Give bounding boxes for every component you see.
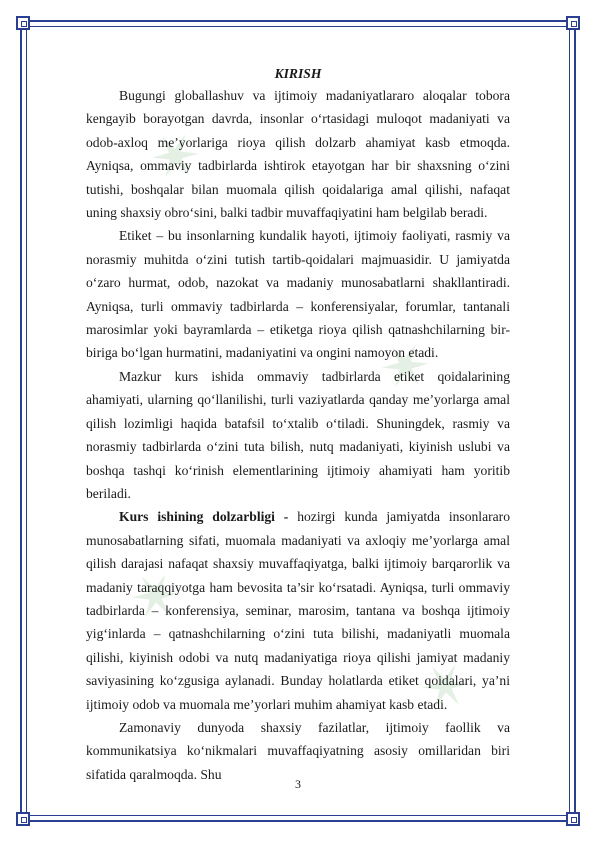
corner-ornament-top-right — [566, 16, 580, 30]
paragraph-2-text: Etiket – bu insonlarning kundalik hayoti, ijtimoiy faoliyati, rasmiy va norasmiy muhitda o‘zini tutish tartib-qoidalari majmuasidir. U jamiyatda o‘zaro hurmat, odob, nazokat va madaniy munosabatlarni shakllantiradi. Ayniqsa, turli ommaviy tadbirlarda – konferensiyalar, forumlar, tantanali marosimlar yoki bayramlarda – etiketga rioya qilish qatnashchilarning bir-biriga bo‘lgan hurmatini, madaniyatini va ongini namoyon etadi. — [86, 228, 510, 361]
paragraph-1 — [86, 84, 510, 224]
corner-ornament-bottom-left — [16, 812, 30, 826]
paragraph-4 — [86, 505, 510, 716]
document-body — [86, 64, 510, 786]
paragraph-5-text: Zamonaviy dunyoda shaxsiy fazilatlar, ijtimoiy faollik va kommunikatsiya ko‘nikmalari muvaffaqiyatning asosiy omillaridan biri sifatida qaralmoqda. Shu — [86, 719, 510, 782]
watermark-logo: ✶ — [403, 641, 489, 732]
paragraph-4-bold-lead: Kurs ishining dolzarbligi - — [119, 509, 289, 525]
watermark-logo: ✶ — [113, 551, 199, 642]
paragraph-3-text: Mazkur kurs ishida ommaviy tadbirlarda etiket qoidalarining ahamiyati, ularning qo‘llanilishi, turli vaziyatlarda qanday me’yorlarga amal qilish lozimligi haqida batafsil to‘xtalib o‘tiladi. Shuningdek, rasmiy va norasmiy tadbirlarda o‘zini tuta bilish, nutq madaniyati, kiyinish uslubi va boshqa tashqi ko‘rinish elementlarining ijtimoiy ahamiyati ham yoritib beriladi. — [86, 368, 510, 501]
paragraph-2 — [86, 224, 510, 364]
page-number: 3 — [295, 777, 301, 791]
corner-ornament-bottom-right — [566, 812, 580, 826]
paragraph-1-text: Bugungi globallashuv va ijtimoiy madaniyatlararo aloqalar tobora kengayib borayotgan davrda, insonlar o‘rtasidagi muloqot madaniyati va odob-axloq me’yorlariga rioya qilish dolzarb ahamiyat kasb etmoqda. Ayniqsa, ommaviy tadbirlarda ishtirok etayotgan har bir shaxsning o‘zini tutishi, boshqalar bilan muomala qilish qoidalariga amal qilishi, nafaqat uning shaxsiy obro‘sini, balki tadbir muvaffaqiyatini ham belgilab beradi. — [86, 88, 510, 221]
watermark-logo: ✶ — [363, 321, 449, 412]
watermark-logo: ✶ — [133, 111, 219, 202]
paragraph-3 — [86, 365, 510, 505]
paragraph-5 — [86, 716, 510, 786]
corner-ornament-top-left — [16, 16, 30, 30]
paragraph-4-text: hozirgi kunda jamiyatda insonlararo munosabatlarning sifati, muomala madaniyati va axloqiy me’yorlarga amal qilish darajasi nafaqat shaxsiy muvaffaqiyatga, balki ijtimoiy barqarorlik va madaniy taraqqiyotga ham bevosita ta’sir ko‘rsatadi. Ayniqsa, turli ommaviy tadbirlarda – konferensiya, seminar, marosim, tantana va boshqa ijtimoiy yig‘inlarda – qatnashchilarning o‘zini tuta bilishi, madaniyatli muomala qilishi, kiyinish odobi va nutq madaniyatiga rioya qilishi jamiyat madaniy saviyasining ko‘zgusiga aylanadi. Bunday holatlarda etiket qoidalari, ya’ni ijtimoiy odob va muomala me’yorlari muhim ahamiyat kasb etadi. — [86, 509, 510, 712]
document-title: KIRISH — [274, 66, 322, 81]
